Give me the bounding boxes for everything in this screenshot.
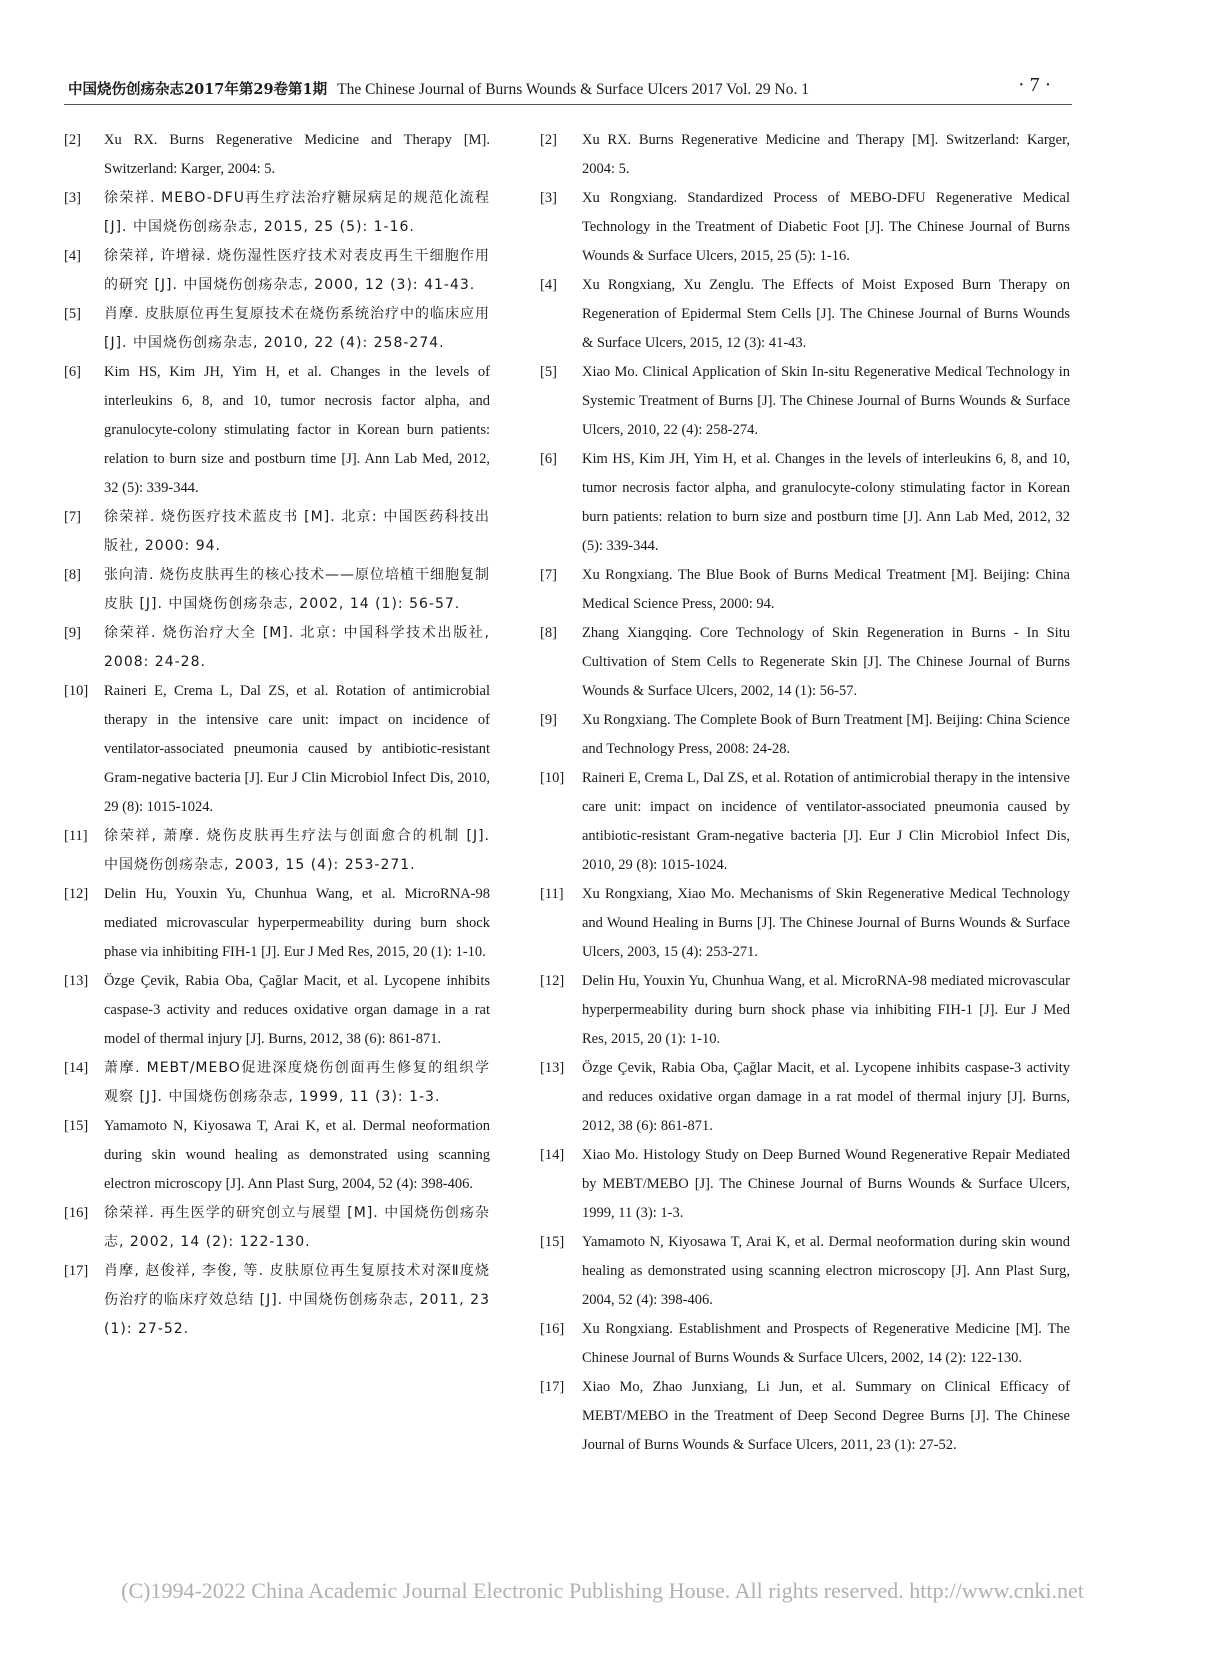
reference-text: 徐荣祥. 烧伤治疗大全 [M]. 北京: 中国科学技术出版社, 2008: 24-28. [104, 625, 490, 670]
reference-text: Xu Rongxiang. Standardized Process of MEBO-DFU Regenerative Medical Technology in the Treatment of Diabetic Foot [J]. The Chinese Journal of Burns Wounds & Surface Ulcers, 2015, 25 (5): 1-16. [582, 190, 1070, 264]
reference-number: [11] [540, 886, 564, 902]
reference-number: [10] [64, 683, 89, 699]
reference-number: [8] [64, 567, 81, 583]
reference-number: [16] [540, 1321, 565, 1337]
reference-text: Yamamoto N, Kiyosawa T, Arai K, et al. Dermal neoformation during skin wound healing as demonstrated using scanning electron microscopy [J]. Ann Plast Surg, 2004, 52 (4): 398-406. [582, 1234, 1070, 1308]
reference-number: [12] [540, 973, 565, 989]
reference-text: 肖摩. 皮肤原位再生复原技术在烧伤系统治疗中的临床应用 [J]. 中国烧伤创疡杂志, 2010, 22 (4): 258-274. [104, 306, 490, 351]
reference-item [540, 271, 1070, 358]
reference-number: [15] [540, 1234, 565, 1250]
reference-item [64, 561, 490, 619]
reference-item [540, 1373, 1070, 1460]
reference-item [64, 358, 490, 503]
reference-number: [13] [64, 973, 89, 989]
reference-item [64, 300, 490, 358]
reference-item [540, 561, 1070, 619]
reference-item [540, 880, 1070, 967]
reference-text: Xu RX. Burns Regenerative Medicine and Therapy [M]. Switzerland: Karger, 2004: 5. [582, 132, 1070, 177]
reference-number: [3] [540, 190, 557, 206]
reference-text: Xiao Mo, Zhao Junxiang, Li Jun, et al. Summary on Clinical Efficacy of MEBT/MEBO in the Treatment of Deep Second Degree Burns [J]. The Chinese Journal of Burns Wounds & Surface Ulcers, 2011, 23 (1): 27-52. [582, 1379, 1070, 1453]
reference-number: [16] [64, 1205, 89, 1221]
reference-item [540, 126, 1070, 184]
reference-number: [9] [540, 712, 557, 728]
reference-text: 徐荣祥. 烧伤医疗技术蓝皮书 [M]. 北京: 中国医药科技出版社, 2000: 94. [104, 509, 490, 554]
reference-item [64, 1257, 490, 1344]
copyright-footer: (C)1994-2022 China Academic Journal Electronic Publishing House. All rights reserved. http://www.cnki.net [121, 1578, 1084, 1603]
reference-number: [9] [64, 625, 81, 641]
reference-item [64, 880, 490, 967]
reference-item [540, 445, 1070, 561]
reference-item [540, 967, 1070, 1054]
reference-text: Kim HS, Kim JH, Yim H, et al. Changes in the levels of interleukins 6, 8, and 10, tumor necrosis factor alpha, and granulocyte-colony stimulating factor in Korean burn patients: relation to burn size and postburn time [J]. Ann Lab Med, 2012, 32 (5): 339-344. [582, 451, 1070, 554]
reference-text: Xiao Mo. Histology Study on Deep Burned Wound Regenerative Repair Mediated by MEBT/MEBO [J]. The Chinese Journal of Burns Wounds & Surface Ulcers, 1999, 11 (3): 1-3. [582, 1147, 1070, 1221]
reference-item [540, 1141, 1070, 1228]
reference-number: [14] [540, 1147, 565, 1163]
reference-text: Xu Rongxiang, Xiao Mo. Mechanisms of Skin Regenerative Medical Technology and Wound Healing in Burns [J]. The Chinese Journal of Burns Wounds & Surface Ulcers, 2003, 15 (4): 253-271. [582, 886, 1070, 960]
reference-text: Xu RX. Burns Regenerative Medicine and Therapy [M]. Switzerland: Karger, 2004: 5. [104, 132, 490, 177]
reference-text: Raineri E, Crema L, Dal ZS, et al. Rotation of antimicrobial therapy in the intensive care unit: impact on incidence of ventilator-associated pneumonia caused by antibiotic-resistant Gram-negative bacteria [J]. Eur J Clin Microbiol Infect Dis, 2010, 29 (8): 1015-1024. [104, 683, 490, 815]
reference-text: 徐荣祥, 萧摩. 烧伤皮肤再生疗法与创面愈合的机制 [J]. 中国烧伤创疡杂志, 2003, 15 (4): 253-271. [104, 828, 490, 873]
reference-item [540, 1315, 1070, 1373]
running-header [68, 78, 1068, 102]
reference-item [540, 1054, 1070, 1141]
journal-title-en: The Chinese Journal of Burns Wounds & Surface Ulcers 2017 Vol. 29 No. 1 [337, 81, 810, 98]
reference-number: [15] [64, 1118, 89, 1134]
reference-number: [10] [540, 770, 565, 786]
reference-number: [8] [540, 625, 557, 641]
reference-item [540, 764, 1070, 880]
references-column-cn [64, 126, 490, 1344]
reference-number: [11] [64, 828, 88, 844]
reference-text: Xu Rongxiang. The Blue Book of Burns Medical Treatment [M]. Beijing: China Medical Science Press, 2000: 94. [582, 567, 1070, 612]
reference-item [64, 184, 490, 242]
reference-item [64, 619, 490, 677]
reference-number: [2] [540, 132, 557, 148]
reference-item [64, 242, 490, 300]
reference-item [64, 126, 490, 184]
reference-text: Delin Hu, Youxin Yu, Chunhua Wang, et al. MicroRNA-98 mediated microvascular hyperpermeability during burn shock phase via inhibiting FIH-1 [J]. Eur J Med Res, 2015, 20 (1): 1-10. [104, 886, 490, 960]
reference-text: 张向清. 烧伤皮肤再生的核心技术——原位培植干细胞复制皮肤 [J]. 中国烧伤创疡杂志, 2002, 14 (1): 56-57. [104, 567, 490, 612]
reference-item [540, 706, 1070, 764]
reference-item [540, 358, 1070, 445]
reference-number: [17] [64, 1263, 89, 1279]
reference-text: 萧摩. MEBT/MEBO促进深度烧伤创面再生修复的组织学观察 [J]. 中国烧伤创疡杂志, 1999, 11 (3): 1-3. [104, 1060, 490, 1105]
reference-item [64, 1199, 490, 1257]
reference-number: [14] [64, 1060, 89, 1076]
reference-number: [4] [64, 248, 81, 264]
reference-text: Kim HS, Kim JH, Yim H, et al. Changes in the levels of interleukins 6, 8, and 10, tumor necrosis factor alpha, and granulocyte-colony stimulating factor in Korean burn patients: relation to burn size and postburn time [J]. Ann Lab Med, 2012, 32 (5): 339-344. [104, 364, 490, 496]
journal-title-cn: 中国烧伤创疡杂志2017年第29卷第1期 [68, 81, 328, 98]
reference-item [64, 677, 490, 822]
reference-text: Yamamoto N, Kiyosawa T, Arai K, et al. Dermal neoformation during skin wound healing as demonstrated using scanning electron microscopy [J]. Ann Plast Surg, 2004, 52 (4): 398-406. [104, 1118, 490, 1192]
reference-text: Delin Hu, Youxin Yu, Chunhua Wang, et al. MicroRNA-98 mediated microvascular hyperpermeability during burn shock phase via inhibiting FIH-1 [J]. Eur J Med Res, 2015, 20 (1): 1-10. [582, 973, 1070, 1047]
reference-item [540, 619, 1070, 706]
reference-number: [2] [64, 132, 81, 148]
references-column-en [540, 126, 1070, 1460]
reference-item [64, 503, 490, 561]
reference-number: [12] [64, 886, 89, 902]
reference-text: Xiao Mo. Clinical Application of Skin In-situ Regenerative Medical Technology in Systemic Treatment of Burns [J]. The Chinese Journal of Burns Wounds & Surface Ulcers, 2010, 22 (4): 258-274. [582, 364, 1070, 438]
reference-text: Özge Çevik, Rabia Oba, Çağlar Macit, et al. Lycopene inhibits caspase-3 activity and reduces oxidative organ damage in a rat model of thermal injury [J]. Burns, 2012, 38 (6): 861-871. [104, 973, 490, 1047]
reference-text: Xu Rongxiang, Xu Zenglu. The Effects of Moist Exposed Burn Therapy on Regeneration of Epidermal Stem Cells [J]. The Chinese Journal of Burns Wounds & Surface Ulcers, 2015, 12 (3): 41-43. [582, 277, 1070, 351]
reference-item [64, 1112, 490, 1199]
header-rule [64, 104, 1072, 105]
reference-text: 徐荣祥, 许增禄. 烧伤湿性医疗技术对表皮再生干细胞作用的研究 [J]. 中国烧伤创疡杂志, 2000, 12 (3): 41-43. [104, 248, 490, 293]
reference-number: [6] [540, 451, 557, 467]
reference-number: [5] [64, 306, 81, 322]
reference-text: Raineri E, Crema L, Dal ZS, et al. Rotation of antimicrobial therapy in the intensive care unit: impact on incidence of ventilator-associated pneumonia caused by antibiotic-resistant Gram-negative bacteria [J]. Eur J Clin Microbiol Infect Dis, 2010, 29 (8): 1015-1024. [582, 770, 1070, 873]
reference-text: Zhang Xiangqing. Core Technology of Skin Regeneration in Burns - In Situ Cultivation of Stem Cells to Regenerate Skin [J]. The Chinese Journal of Burns Wounds & Surface Ulcers, 2002, 14 (1): 56-57. [582, 625, 1070, 699]
reference-item [540, 184, 1070, 271]
reference-number: [17] [540, 1379, 565, 1395]
reference-number: [3] [64, 190, 81, 206]
reference-text: Özge Çevik, Rabia Oba, Çağlar Macit, et al. Lycopene inhibits caspase-3 activity and reduces oxidative organ damage in a rat model of thermal injury [J]. Burns, 2012, 38 (6): 861-871. [582, 1060, 1070, 1134]
reference-text: 徐荣祥. 再生医学的研究创立与展望 [M]. 中国烧伤创疡杂志, 2002, 14 (2): 122-130. [104, 1205, 490, 1250]
reference-number: [4] [540, 277, 557, 293]
reference-item [64, 822, 490, 880]
reference-text: Xu Rongxiang. The Complete Book of Burn Treatment [M]. Beijing: China Science and Technology Press, 2008: 24-28. [582, 712, 1070, 757]
reference-number: [7] [64, 509, 81, 525]
page-number: · 7 · [1018, 74, 1052, 96]
reference-number: [13] [540, 1060, 565, 1076]
reference-text: 徐荣祥. MEBO-DFU再生疗法治疗糖尿病足的规范化流程 [J]. 中国烧伤创疡杂志, 2015, 25 (5): 1-16. [104, 190, 490, 235]
reference-item [64, 967, 490, 1054]
reference-number: [7] [540, 567, 557, 583]
reference-item [540, 1228, 1070, 1315]
reference-item [64, 1054, 490, 1112]
reference-text: Xu Rongxiang. Establishment and Prospects of Regenerative Medicine [M]. The Chinese Journal of Burns Wounds & Surface Ulcers, 2002, 14 (2): 122-130. [582, 1321, 1070, 1366]
reference-number: [6] [64, 364, 81, 380]
reference-text: 肖摩, 赵俊祥, 李俊, 等. 皮肤原位再生复原技术对深Ⅱ度烧伤治疗的临床疗效总结 [J]. 中国烧伤创疡杂志, 2011, 23 (1): 27-52. [104, 1263, 490, 1337]
reference-number: [5] [540, 364, 557, 380]
